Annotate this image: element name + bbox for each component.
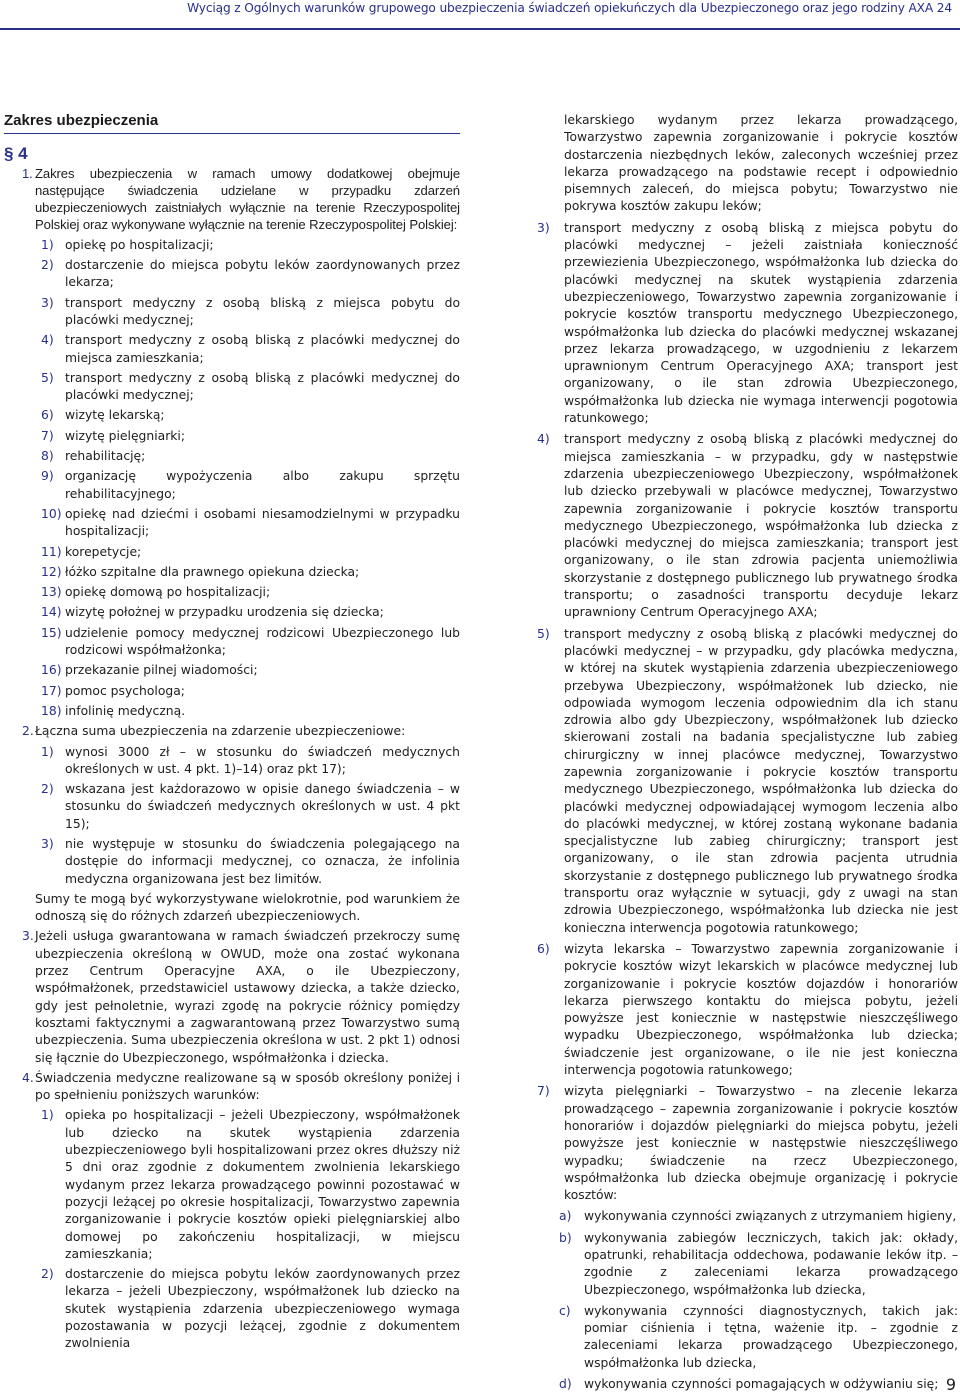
item-text: wynosi 3000 zł – w stosunku do świadczeń medycznych określonych w ust. 4 pkt. 1)–14) oraz pkt 17); [65,744,460,776]
item-number: 17) [41,683,62,698]
item-number: 3) [41,836,54,851]
clause-1-list [4,237,460,720]
sub-item-text: wykonywania czynności diagnostycznych, takich jak: pomiar ciśnienia i tętna, ważenie itp. – zgodnie z zaleceniami lekarza prowadzącego Ubezpieczonego, współmałżonka lub dziecka, [584,1303,958,1370]
list-item [4,625,460,660]
item-number: 8) [41,449,54,464]
item-text: korepetycje; [65,544,142,559]
item-number: 2) [41,258,54,273]
right-column [528,112,958,1393]
clause-number: 4. [22,1070,34,1085]
list-item [528,626,958,937]
item-text: transport medyczny z osobą bliską z placówki medycznej do placówki medycznej – w przypadku, gdy placówka medyczna, w której na skutek wystąpienia zdarzenia ubezpieczeniowego przebywa Ubezpieczony, współmałżonek lub dziecko, nie odpowiada wymogom leczenia odpowiednim dla ich stanu zdrowia albo gdy Ubezpieczony, współmałżonek lub dziecko skierowani zostali na badania specjalistyczne lub zabieg chirurgiczny w innej placówce medycznej, Towarzystwo zapewnia zorganizowanie i pokrycie kosztów transportu medycznego Ubezpieczonego, współmałżonka lub dziecka do placówki medycznej odpowiadającej wymogom leczenia albo do placówki medycznej, w której zostaną wykonane badania specjalistyczne lub zabieg chirurgiczny; transport jest organizowany, o ile stan zdrowia pacjenta utrudnia skorzystanie z dostępnego publicznego lub prywatnego środka transportu oraz wyłącznie w sytuacji, gdy z uwagi na stan zdrowia Ubezpieczonego, współmałżonka lub dziecka nie jest konieczna interwencja pogotowia ratunkowego; [564,626,958,935]
list-item [4,744,460,779]
list-item [4,295,460,330]
item-text: opiekę domową po hospitalizacji; [65,585,271,600]
item-number: 1) [41,237,54,252]
list-item [4,683,460,700]
list-item [4,604,460,621]
item-text: wizytę lekarską; [65,408,165,423]
list-item [4,257,460,292]
list-item [4,781,460,833]
list-item [528,1083,958,1204]
header-title: Wyciąg z Ogólnych warunków grupowego ubezpieczenia świadczeń opiekuńczych dla Ubezpieczonego oraz jego rodziny AXA 24 [187,1,952,15]
list-item [4,662,460,679]
item-number: 3) [41,295,54,310]
clause-4 [4,1070,460,1105]
item-text: opiekę po hospitalizacji; [65,237,214,252]
item-text: wskazana jest każdorazowo w opisie danego świadczenia – w stosunku do świadczeń medycznych określonych w ust. 4 pkt 15); [65,782,460,831]
clause-number: 1. [22,165,33,181]
list-item [4,1266,460,1352]
item-text: transport medyczny z osobą bliską z placówki medycznej do miejsca zamieszkania; [65,333,460,365]
sub-item-letter: b) [559,1230,572,1245]
clause-3 [4,928,460,1066]
sub-item-text: wykonywania zabiegów leczniczych, takich jak: okłady, opatrunki, rehabilitacja oddechowa, podawanie leków itp. – zgodnie z zaleceniami lekarza prowadzącego Ubezpieczonego, współmałżonka lub dziecka, [584,1230,958,1297]
item-text: wizytę pielęgniarki; [65,428,186,443]
item-text: opiekę nad dziećmi i osobami niesamodzielnymi w przypadku hospitalizacji; [65,506,460,539]
item-number: 13) [41,585,62,600]
clause-text: Jeżeli usługa gwarantowana w ramach świadczeń przekroczy sumę ubezpieczenia określoną w OWUD, może ona zostać wykonana przez Centrum Operacyjne AXA, o ile Ubezpieczony, współmałżonek, przedstawiciel ustawowy dziecka, a także dziecko, gdy jest pełnoletnie, wyrazi zgodę na pokrycie różnicy pomiędzy kosztami faktycznymi a zagwarantowaną przez Towarzystwo sumą ubezpieczenia. Suma ubezpieczenia określona w ust. 2 pkt 1) odnosi się łącznie do Ubezpieczonego, współmałżonka i dziecka. [35,929,461,1065]
clause-text: Łączna suma ubezpieczenia na zdarzenie ubezpieczeniowe: [35,724,406,739]
paragraph-sign: § 4 [4,144,28,164]
sub-list-item [528,1230,958,1299]
sub-list-item [528,1208,958,1225]
item-text: dostarczenie do miejsca pobytu leków zaordynowanych przez lekarza; [65,258,460,290]
item-number: 16) [41,663,62,678]
clause-text: Świadczenia medyczne realizowane są w sposób określony poniżej i po spełnieniu poniższych warunków: [35,1070,460,1103]
item-number: 2) [41,1267,54,1282]
item-number: 18) [41,703,62,718]
list-item [4,428,460,445]
sub-item-letter: c) [559,1303,571,1318]
clause-number: 2. [22,724,34,739]
list-item [4,332,460,367]
list-item [4,1107,460,1263]
clause-number: 3. [22,929,34,944]
item-text: transport medyczny z osobą bliską z miejsca pobytu do placówki medycznej – jeżeli zaistniała konieczność przewiezienia Ubezpieczonego, współmałżonka lub dziecka do placówki medycznej na skutek wystąpienia zdarzenia ubezpieczeniowego, Towarzystwo zapewnia zorganizowanie i pokrycie kosztów transportu medycznego Ubezpieczonego, współmałżonka lub dziecka do placówki medycznej wskazanej przez lekarza prowadzącego, w uzgodnieniu z lekarzem uprawnionym Centrum Operacyjnego AXA; transport jest organizowany, o ile stan zdrowia Ubezpieczonego, współmałżonka lub dziecka nie wymaga interwencji pogotowia ratunkowego; [564,220,958,426]
sub-item-text: wykonywania czynności pomagających w odżywianiu się; [584,1377,939,1392]
list-item [4,544,460,561]
list-item [4,703,460,720]
list-item [4,564,460,581]
item-text: wizytę położnej w przypadku urodzenia się dziecka; [65,605,384,620]
item-text: transport medyczny z osobą bliską z placówki medycznej do miejsca zamieszkania – w przypadku, gdy w następstwie zdarzenia ubezpieczeniowego Ubezpieczony, współmałżonek lub dziecko przebywali w placówce medycznej, Towarzystwo zapewnia zorganizowanie i pokrycie kosztów transportu medycznego Ubezpieczonego, współmałżonka lub dziecka z placówki medycznej do miejsca zamieszkania; transport jest organizowany, o ile stan zdrowia pacjenta uniemożliwia skorzystanie z dostępnego publicznego lub prywatnego środka transportu; o zasadności transportu decyduje lekarz uprawniony Centrum Operacyjnego AXA; [564,432,958,620]
item-number: 6) [537,941,550,956]
item-text: transport medyczny z osobą bliską z placówki medycznej do placówki medycznej; [65,370,460,403]
list-item [4,584,460,601]
clause-1 [4,165,460,234]
page-number: 9 [945,1375,956,1394]
item-number: 5) [537,626,550,641]
sub-item-text: wykonywania czynności związanych z utrzymaniem higieny, [584,1209,957,1224]
list-item [4,370,460,405]
list-item [4,237,460,254]
clause-2 [4,723,460,740]
page-header [0,0,960,30]
left-column [4,112,460,1353]
item-number: 7) [41,428,54,443]
list-item [4,407,460,424]
continuation-text: lekarskiego wydanym przez lekarza prowadzącego, Towarzystwo zapewnia zorganizowanie i pokrycie kosztów dostarczenia niezbędnych leków, zaleconych wcześniej przez lekarza prowadzącego na podstawie recept i odpowiednio pisemnych zaleceń, do miejsca pobytu; Towarzystwo nie pokrywa kosztów zakupu leków; [564,113,958,214]
item-text: transport medyczny z osobą bliską z miejsca pobytu do placówki medycznej; [65,295,460,327]
list-item [528,941,958,1079]
item-number: 2) [41,782,54,797]
list-item [4,448,460,465]
list-item [4,836,460,888]
item-number: 1) [41,744,54,759]
item-number: 4) [537,432,550,447]
sub-list-item [528,1376,958,1393]
item-number: 9) [41,469,54,484]
item-number: 4) [41,333,54,348]
item-text: łóżko szpitalne dla prawnego opiekuna dziecka; [65,564,360,579]
sub-item-letter: d) [559,1377,572,1392]
item-number: 15) [41,625,62,640]
item-text: wizyta pielęgniarki – Towarzystwo – na zlecenie lekarza prowadzącego – zapewnia zorganizowanie i pokrycie kosztów honorariów i dojazdów pielęgniarki do miejsca pobytu, jeżeli powyższe jest koniecznie w następstwie nieszczęśliwego wypadku; świadczenie na rzecz Ubezpieczonego, współmałżonka lub dziecka obejmuje organizację i pokrycie kosztów: [564,1084,958,1203]
section-title: Zakres ubezpieczenia [4,112,460,134]
clause-2-note: Sumy te mogą być wykorzystywane wielokrotnie, pod warunkiem że odnoszą się do różnych zdarzeń ubezpieczeniowych. [35,891,460,924]
item-number: 7) [537,1084,550,1099]
item-number: 1) [41,1108,54,1123]
item-text: wizyta lekarska – Towarzystwo zapewnia zorganizowanie i pokrycie kosztów wizyt lekarskich w placówce medycznej lub zorganizowanie i pokrycie kosztów dojazdów i honorariów lekarza pierwszego kontaktu do miejsca pobytu, jeżeli powyższe jest koniecznie w następstwie nieszczęśliwego wypadku Ubezpieczonego, współmałżonka lub dziecka; świadczenie jest organizowane, o ile nie jest konieczna interwencja pogotowia ratunkowego; [564,941,958,1078]
item-text: organizację wypożyczenia albo zakupu sprzętu rehabilitacyjnego; [65,469,460,501]
list-item [528,220,958,428]
item-number: 5) [41,370,54,385]
item-text: pomoc psychologa; [65,683,185,698]
clause-text: Zakres ubezpieczenia w ramach umowy dodatkowej obejmuje następujące świadczenia udzielane w przypadku zdarzeń ubezpieczeniowych zaistniałych wyłącznie na terenie Rzeczypospolitej Polskiej oraz wykonywane wyłącznie na terenie Rzeczypospolitej Polskiej: [35,165,460,233]
item-text: opieka po hospitalizacji – jeżeli Ubezpieczony, współmałżonek lub dziecko na skutek wystąpienia zdarzenia ubezpieczeniowego byli hospitalizowani przez okres dłuższy niż 5 dni oraz zgodnie z dokumentem zwolnienia lekarskiego wydanym przez lekarza prowadzącego powinni pozostawać w pozycji leżącej po okresie hospitalizacji, Towarzystwo zapewnia zorganizowanie i pokrycie kosztów opieki pielęgniarskiej albo domowej po zakończeniu hospitalizacji, w miejscu zamieszkania; [65,1108,460,1261]
item-text: przekazanie pilnej wiadomości; [65,663,258,678]
item-text: udzielenie pomocy medycznej rodzicowi Ubezpieczonego lub rodzicowi współmałżonka; [65,625,460,658]
item-text: infolinię medyczną. [65,703,186,718]
sub-item-letter: a) [559,1209,572,1224]
item-number: 10) [41,506,62,521]
sub-list-item [528,1303,958,1372]
item-number: 3) [537,220,550,235]
item-number: 12) [41,564,62,579]
list-item [4,468,460,503]
item-number: 14) [41,605,62,620]
item-number: 6) [41,408,54,423]
item-text: nie występuje w stosunku do świadczenia polegającego na dostępie do informacji medycznej, co oznacza, że infolinia medyczna organizowana jest bez limitów. [65,836,460,886]
list-item [528,431,958,621]
item-text: rehabilitację; [65,449,146,464]
item-text: dostarczenie do miejsca pobytu leków zaordynowanych przez lekarza – jeżeli Ubezpieczony, współmałżonek lub dziecko na skutek wystąpienia zdarzenia ubezpieczeniowego wymaga pozostawania w pozycji leżącej, zgodnie z dokumentem zwolnienia [65,1267,460,1351]
item-number: 11) [41,544,62,559]
list-item [4,506,460,541]
